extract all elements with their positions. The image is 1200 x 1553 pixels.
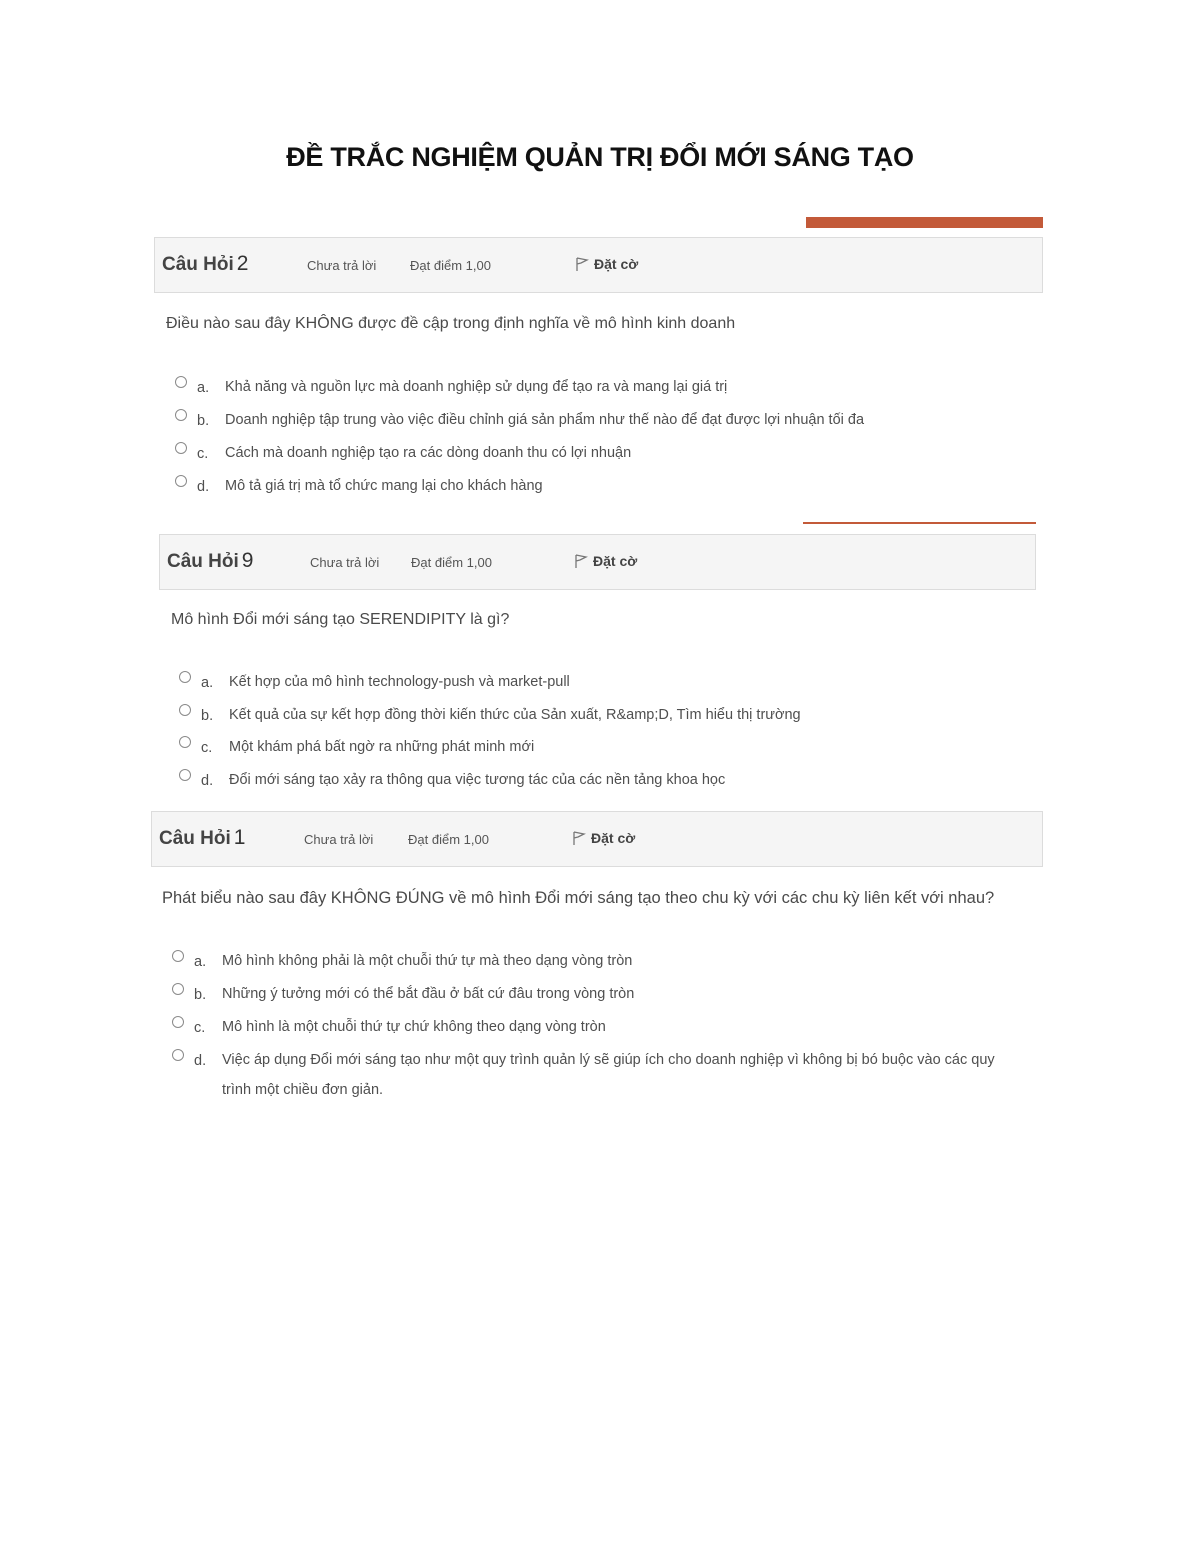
radio-button[interactable] bbox=[175, 409, 187, 421]
answer-option[interactable] bbox=[172, 1020, 606, 1042]
option-letter: d. bbox=[194, 1053, 207, 1069]
option-text: Những ý tưởng mới có thể bắt đầu ở bất cứ đâu trong vòng tròn bbox=[222, 986, 635, 1002]
radio-button[interactable] bbox=[179, 769, 191, 781]
option-text: Kết hợp của mô hình technology-push và market-pull bbox=[229, 674, 570, 690]
question-header bbox=[154, 237, 1043, 293]
option-text: Kết quả của sự kết hợp đồng thời kiến thức của Sản xuất, R&amp;D, Tìm hiểu thị trường bbox=[229, 707, 801, 723]
answer-option[interactable] bbox=[179, 773, 725, 795]
flag-question-button[interactable] bbox=[572, 830, 635, 846]
flag-label: Đặt cờ bbox=[591, 830, 636, 846]
answer-option[interactable] bbox=[179, 708, 801, 730]
flag-icon bbox=[572, 830, 586, 846]
option-letter: a. bbox=[201, 675, 214, 691]
option-text: Việc áp dụng Đổi mới sáng tạo như một quy trình quản lý sẽ giúp ích cho doanh nghiệp vì không bị bó buộc vào các quy trình một chiều đơn giản. bbox=[222, 1052, 995, 1098]
question-status: Chưa trả lời bbox=[310, 555, 380, 570]
option-letter: b. bbox=[197, 413, 210, 429]
option-text: Mô hình không phải là một chuỗi thứ tự mà theo dạng vòng tròn bbox=[222, 953, 633, 969]
radio-button[interactable] bbox=[179, 671, 191, 683]
option-letter: c. bbox=[197, 446, 209, 462]
question-number: Câu Hỏi 9 bbox=[167, 549, 254, 572]
question-text: Điều nào sau đây KHÔNG được đề cập trong định nghĩa về mô hình kinh doanh bbox=[166, 315, 736, 332]
answer-option[interactable] bbox=[172, 987, 634, 1009]
radio-button[interactable] bbox=[179, 704, 191, 716]
answer-option[interactable] bbox=[179, 675, 570, 697]
question-status: Chưa trả lời bbox=[304, 832, 374, 847]
option-letter: d. bbox=[201, 773, 214, 789]
answer-option[interactable] bbox=[172, 1053, 1012, 1105]
answer-option[interactable] bbox=[172, 954, 632, 976]
radio-button[interactable] bbox=[175, 376, 187, 388]
accent-line bbox=[803, 522, 1036, 524]
accent-bar bbox=[806, 217, 1043, 228]
question-number: Câu Hỏi 1 bbox=[159, 826, 246, 849]
option-letter: a. bbox=[194, 954, 207, 970]
radio-button[interactable] bbox=[175, 442, 187, 454]
question-number: Câu Hỏi 2 bbox=[162, 252, 249, 275]
option-text: Mô tả giá trị mà tổ chức mang lại cho khách hàng bbox=[225, 478, 543, 494]
option-letter: b. bbox=[201, 708, 214, 724]
option-letter: c. bbox=[194, 1020, 206, 1036]
answer-option[interactable] bbox=[175, 380, 727, 402]
option-text: Cách mà doanh nghiệp tạo ra các dòng doanh thu có lợi nhuận bbox=[225, 445, 632, 461]
option-letter: a. bbox=[197, 380, 210, 396]
document-title: ĐỀ TRẮC NGHIỆM QUẢN TRỊ ĐỔI MỚI SÁNG TẠO bbox=[286, 142, 914, 172]
option-letter: c. bbox=[201, 740, 213, 756]
option-text: Khả năng và nguồn lực mà doanh nghiệp sử dụng để tạo ra và mang lại giá trị bbox=[225, 379, 728, 395]
radio-button[interactable] bbox=[172, 950, 184, 962]
option-text: Doanh nghiệp tập trung vào việc điều chỉnh giá sản phẩm như thế nào để đạt được lợi nhuận tối đa bbox=[225, 412, 865, 428]
radio-button[interactable] bbox=[172, 983, 184, 995]
option-letter: b. bbox=[194, 987, 207, 1003]
radio-button[interactable] bbox=[175, 475, 187, 487]
answer-option[interactable] bbox=[175, 413, 864, 435]
question-status: Chưa trả lời bbox=[307, 258, 377, 273]
question-grade: Đạt điểm 1,00 bbox=[411, 555, 492, 570]
answer-option[interactable] bbox=[179, 740, 534, 762]
flag-icon bbox=[575, 256, 589, 272]
option-letter: d. bbox=[197, 479, 210, 495]
question-grade: Đạt điểm 1,00 bbox=[408, 832, 489, 847]
option-text: Một khám phá bất ngờ ra những phát minh mới bbox=[229, 739, 535, 755]
flag-question-button[interactable] bbox=[574, 553, 637, 569]
question-grade: Đạt điểm 1,00 bbox=[410, 258, 491, 273]
question-header bbox=[159, 534, 1036, 590]
question-text: Phát biểu nào sau đây KHÔNG ĐÚNG về mô hình Đổi mới sáng tạo theo chu kỳ với các chu kỳ liên kết với nhau? bbox=[162, 889, 995, 907]
option-text: Mô hình là một chuỗi thứ tự chứ không theo dạng vòng tròn bbox=[222, 1019, 606, 1035]
flag-icon bbox=[574, 553, 588, 569]
flag-label: Đặt cờ bbox=[594, 256, 639, 272]
radio-button[interactable] bbox=[179, 736, 191, 748]
answer-option[interactable] bbox=[175, 479, 543, 501]
radio-button[interactable] bbox=[172, 1049, 184, 1061]
flag-question-button[interactable] bbox=[575, 256, 638, 272]
question-text: Mô hình Đổi mới sáng tạo SERENDIPITY là gì? bbox=[171, 611, 510, 628]
option-text: Đổi mới sáng tạo xảy ra thông qua việc tương tác của các nền tảng khoa học bbox=[229, 772, 726, 788]
question-header bbox=[151, 811, 1043, 867]
answer-option[interactable] bbox=[175, 446, 631, 468]
radio-button[interactable] bbox=[172, 1016, 184, 1028]
flag-label: Đặt cờ bbox=[593, 553, 638, 569]
